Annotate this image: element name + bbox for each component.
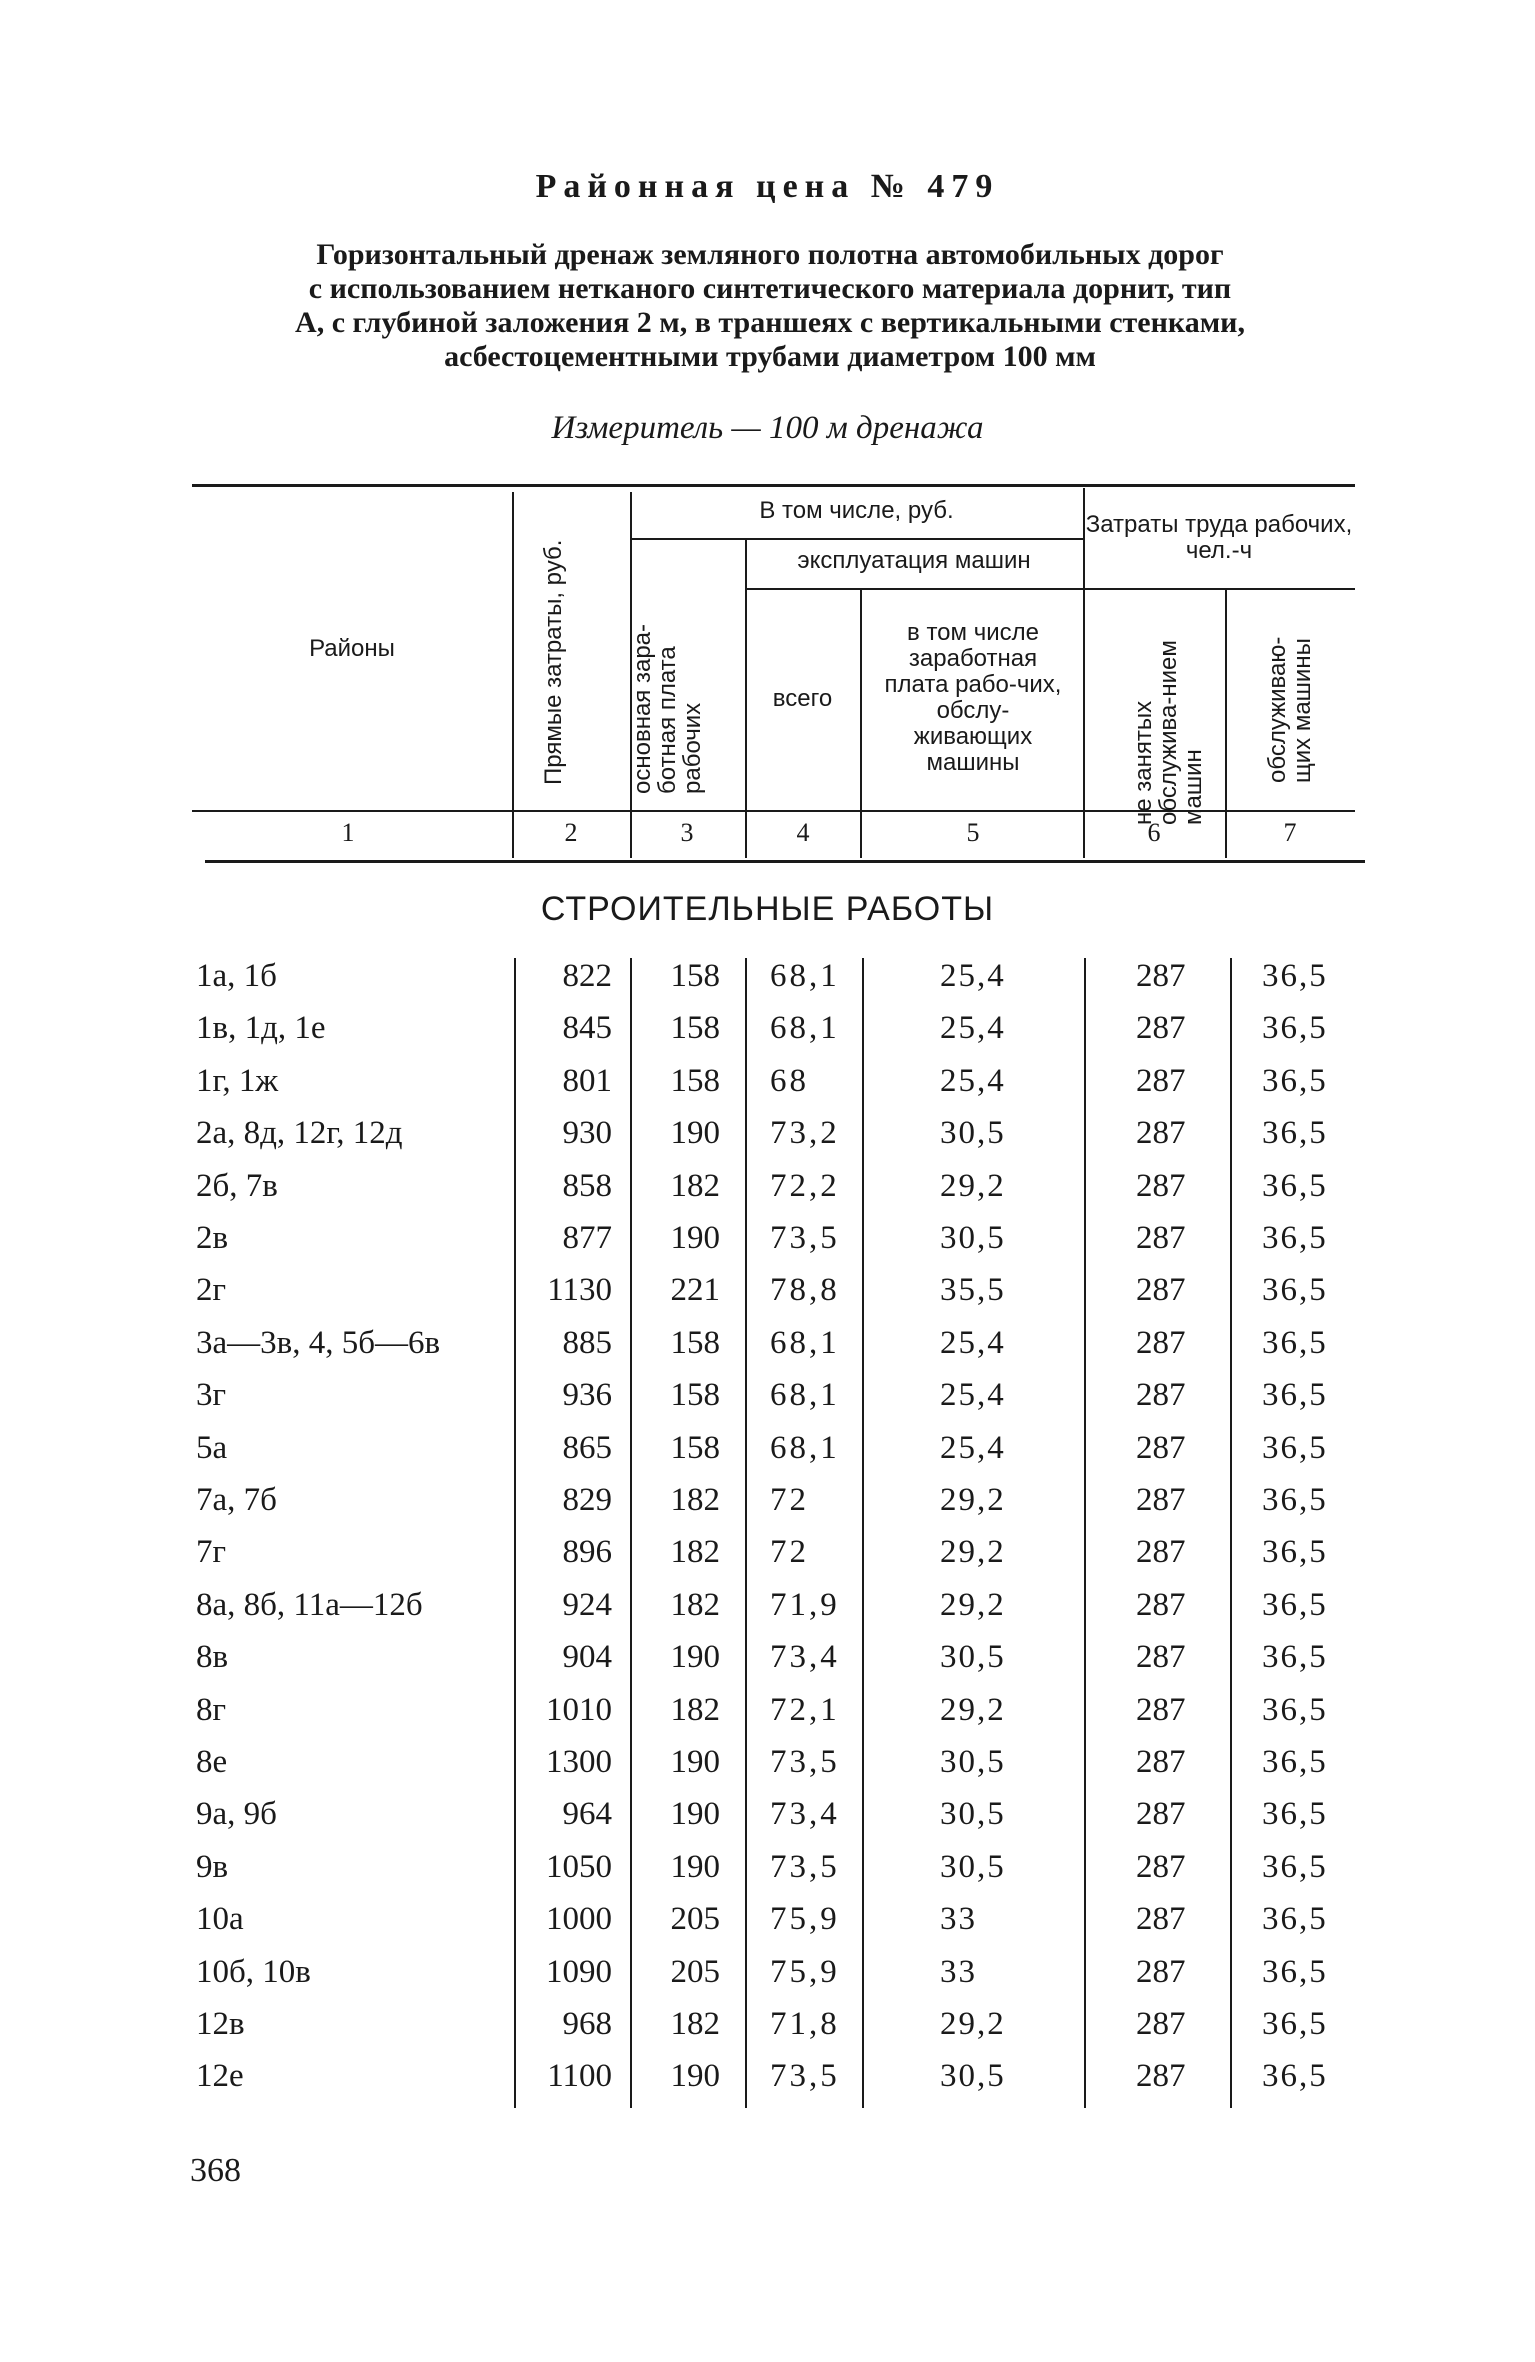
description (190, 238, 1350, 374)
cell-machines-wage: 33 (940, 1954, 977, 1990)
cell-machines-wage: 35,5 (940, 1272, 1006, 1308)
cell-base-wage: 190 (670, 1115, 720, 1151)
header-labor: Затраты труда рабочих, чел.-ч (1085, 511, 1353, 564)
cell-machines-wage: 25,4 (940, 1430, 1006, 1466)
table-row (0, 1587, 1535, 1639)
cell-machines-wage: 25,4 (940, 1063, 1006, 1099)
cell-labor-machine: 36,5 (1262, 1115, 1328, 1151)
table-row (0, 1377, 1535, 1429)
cell-labor-not-machine: 287 (1136, 1063, 1186, 1099)
cell-region: 1в, 1д, 1е (196, 1010, 326, 1046)
cell-base-wage: 190 (670, 1220, 720, 1256)
cell-region: 5а (196, 1430, 228, 1466)
cell-region: 8а, 8б, 11а—12б (196, 1587, 423, 1623)
cell-labor-not-machine: 287 (1136, 1325, 1186, 1361)
header-machine-operation: эксплуатация машин (797, 547, 1031, 574)
column-number: 6 (1147, 818, 1161, 847)
table-row (0, 1954, 1535, 2006)
cell-labor-not-machine: 287 (1136, 1954, 1186, 1990)
cell-direct-costs: 1130 (547, 1272, 612, 1308)
cell-machines-wage: 29,2 (940, 2006, 1006, 2042)
table-row (0, 1063, 1535, 1115)
cell-region: 10б, 10в (196, 1954, 311, 1990)
cell-direct-costs: 877 (562, 1220, 612, 1256)
cell-labor-not-machine: 287 (1136, 1901, 1186, 1937)
cell-machines-wage: 29,2 (940, 1692, 1006, 1728)
colnum-bottom-rule (205, 860, 1365, 863)
cell-region: 9в (196, 1849, 229, 1885)
cell-base-wage: 190 (670, 1849, 720, 1885)
table-row (0, 1220, 1535, 1272)
cell-region: 9а, 9б (196, 1796, 277, 1832)
cell-direct-costs: 904 (562, 1639, 612, 1675)
cell-labor-not-machine: 287 (1136, 1849, 1186, 1885)
cell-machines-wage: 29,2 (940, 1482, 1006, 1518)
table-row (0, 958, 1535, 1010)
column-number: 1 (341, 818, 355, 847)
cell-base-wage: 182 (670, 2006, 720, 2042)
cell-labor-not-machine: 287 (1136, 1272, 1186, 1308)
cell-machines-wage: 29,2 (940, 1587, 1006, 1623)
cell-base-wage: 182 (670, 1534, 720, 1570)
cell-machines-total: 68,1 (770, 1010, 840, 1046)
cell-direct-costs: 829 (562, 1482, 612, 1518)
cell-base-wage: 190 (670, 1639, 720, 1675)
cell-region: 10а (196, 1901, 244, 1937)
cell-labor-machine: 36,5 (1262, 2006, 1328, 2042)
header-divider (1225, 590, 1227, 858)
table-row (0, 1325, 1535, 1377)
cell-base-wage: 158 (670, 1430, 720, 1466)
cell-labor-not-machine: 287 (1136, 1796, 1186, 1832)
cell-labor-machine: 36,5 (1262, 1377, 1328, 1413)
table-row (0, 1115, 1535, 1167)
cell-machines-wage: 30,5 (940, 1849, 1006, 1885)
cell-base-wage: 182 (670, 1587, 720, 1623)
header-not-machine: не занятых обслужива-нием машин (1130, 640, 1207, 825)
cell-direct-costs: 1000 (546, 1901, 612, 1937)
cell-machines-total: 72,1 (770, 1692, 840, 1728)
header-rule-machines (745, 588, 1083, 590)
cell-machines-wage: 29,2 (940, 1168, 1006, 1204)
table-row (0, 2058, 1535, 2110)
cell-region: 3а—3в, 4, 5б—6в (196, 1325, 441, 1361)
cell-machines-total: 73,5 (770, 1744, 840, 1780)
column-number: 7 (1283, 818, 1297, 847)
cell-base-wage: 205 (670, 1901, 720, 1937)
cell-base-wage: 190 (670, 1796, 720, 1832)
cell-machines-wage: 25,4 (940, 1377, 1006, 1413)
page-title: Районная цена № 479 (535, 168, 1000, 205)
table-row (0, 1744, 1535, 1796)
cell-labor-not-machine: 287 (1136, 958, 1186, 994)
table-row (0, 1482, 1535, 1534)
cell-labor-machine: 36,5 (1262, 1796, 1328, 1832)
cell-labor-not-machine: 287 (1136, 1587, 1186, 1623)
cell-labor-machine: 36,5 (1262, 1272, 1328, 1308)
cell-labor-not-machine: 287 (1136, 1534, 1186, 1570)
cell-direct-costs: 930 (562, 1115, 612, 1151)
cell-machines-wage: 25,4 (940, 1325, 1006, 1361)
header-base-wage: основная зара-ботная плата рабочих (629, 623, 706, 794)
cell-direct-costs: 1010 (546, 1692, 612, 1728)
cell-labor-machine: 36,5 (1262, 1901, 1328, 1937)
cell-region: 2в (196, 1220, 229, 1256)
cell-region: 2а, 8д, 12г, 12д (196, 1115, 403, 1151)
table-row (0, 1272, 1535, 1324)
cell-machines-wage: 29,2 (940, 1534, 1006, 1570)
cell-base-wage: 205 (670, 1954, 720, 1990)
cell-labor-not-machine: 287 (1136, 1430, 1186, 1466)
cell-base-wage: 182 (670, 1168, 720, 1204)
cell-direct-costs: 964 (562, 1796, 612, 1832)
cell-machines-total: 73,5 (770, 1849, 840, 1885)
description-line: асбестоцементными трубами диаметром 100 мм (444, 340, 1096, 373)
cell-machines-total: 75,9 (770, 1954, 840, 1990)
cell-machines-wage: 25,4 (940, 1010, 1006, 1046)
cell-labor-not-machine: 287 (1136, 1220, 1186, 1256)
cell-machines-wage: 30,5 (940, 1744, 1006, 1780)
cell-base-wage: 158 (670, 1325, 720, 1361)
cell-machines-wage: 30,5 (940, 1639, 1006, 1675)
description-line: А, с глубиной заложения 2 м, в траншеях с вертикальными стенками, (295, 306, 1245, 339)
cell-direct-costs: 924 (562, 1587, 612, 1623)
cell-labor-machine: 36,5 (1262, 1744, 1328, 1780)
cell-labor-not-machine: 287 (1136, 1482, 1186, 1518)
cell-labor-not-machine: 287 (1136, 2058, 1186, 2094)
cell-direct-costs: 1300 (546, 1744, 612, 1780)
cell-region: 7а, 7б (196, 1482, 277, 1518)
cell-labor-not-machine: 287 (1136, 1115, 1186, 1151)
cell-direct-costs: 801 (562, 1063, 612, 1099)
cell-machines-total: 73,4 (770, 1639, 840, 1675)
cell-labor-not-machine: 287 (1136, 1639, 1186, 1675)
table-row (0, 1796, 1535, 1848)
cell-machines-total: 73,5 (770, 1220, 840, 1256)
cell-labor-machine: 36,5 (1262, 1849, 1328, 1885)
table-row (0, 1901, 1535, 1953)
cell-labor-machine: 36,5 (1262, 1325, 1328, 1361)
cell-machines-total: 68,1 (770, 1377, 840, 1413)
cell-machines-total: 73,5 (770, 2058, 840, 2094)
cell-labor-machine: 36,5 (1262, 1430, 1328, 1466)
header-regions: Районы (309, 635, 395, 662)
column-number: 2 (564, 818, 578, 847)
cell-labor-not-machine: 287 (1136, 1377, 1186, 1413)
cell-region: 3г (196, 1377, 227, 1413)
cell-machines-wage: 33 (940, 1901, 977, 1937)
cell-direct-costs: 845 (562, 1010, 612, 1046)
cell-base-wage: 190 (670, 1744, 720, 1780)
cell-machines-total: 73,2 (770, 1115, 840, 1151)
cell-labor-machine: 36,5 (1262, 1063, 1328, 1099)
cell-machines-total: 71,8 (770, 2006, 840, 2042)
table-row (0, 1168, 1535, 1220)
cell-labor-machine: 36,5 (1262, 1168, 1328, 1204)
cell-machines-total: 75,9 (770, 1901, 840, 1937)
cell-labor-machine: 36,5 (1262, 1587, 1328, 1623)
column-number: 3 (680, 818, 694, 847)
cell-machines-total: 71,9 (770, 1587, 840, 1623)
cell-machines-total: 78,8 (770, 1272, 840, 1308)
cell-direct-costs: 936 (562, 1377, 612, 1413)
cell-direct-costs: 858 (562, 1168, 612, 1204)
cell-direct-costs: 1050 (546, 1849, 612, 1885)
cell-machines-total: 72,2 (770, 1168, 840, 1204)
table-row (0, 2006, 1535, 2058)
header-including: В том числе, руб. (759, 497, 954, 524)
cell-direct-costs: 1090 (546, 1954, 612, 1990)
cell-machines-wage: 30,5 (940, 1796, 1006, 1832)
cell-labor-machine: 36,5 (1262, 1639, 1328, 1675)
cell-labor-not-machine: 287 (1136, 1692, 1186, 1728)
header-top-rule (192, 484, 1355, 487)
cell-labor-machine: 36,5 (1262, 1534, 1328, 1570)
header-machine: обслуживаю-щих машины (1264, 636, 1316, 783)
cell-direct-costs: 822 (562, 958, 612, 994)
section-title: СТРОИТЕЛЬНЫЕ РАБОТЫ (540, 890, 995, 928)
page-number: 368 (190, 2152, 241, 2189)
cell-labor-machine: 36,5 (1262, 2058, 1328, 2094)
header-rule-including (630, 538, 1083, 540)
cell-base-wage: 158 (670, 1377, 720, 1413)
cell-machines-total: 68,1 (770, 1325, 840, 1361)
cell-labor-not-machine: 287 (1136, 1168, 1186, 1204)
table-row (0, 1692, 1535, 1744)
cell-machines-total: 73,4 (770, 1796, 840, 1832)
cell-region: 2г (196, 1272, 227, 1308)
cell-base-wage: 221 (670, 1272, 720, 1308)
table-row (0, 1534, 1535, 1586)
header-total: всего (772, 685, 833, 712)
cell-region: 8г (196, 1692, 227, 1728)
header-rule-labor (1083, 588, 1355, 590)
header-divider (512, 492, 514, 858)
cell-labor-machine: 36,5 (1262, 958, 1328, 994)
header-divider (860, 590, 862, 858)
cell-direct-costs: 968 (562, 2006, 612, 2042)
cell-labor-not-machine: 287 (1136, 1010, 1186, 1046)
cell-base-wage: 158 (670, 1010, 720, 1046)
header-incl-wage: в том числе заработная плата рабо-чих, обслу-живающих машины (884, 619, 1062, 776)
cell-region: 12в (196, 2006, 245, 2042)
cell-region: 1г, 1ж (196, 1063, 279, 1099)
cell-region: 12е (196, 2058, 244, 2094)
description-line: Горизонтальный дренаж земляного полотна автомобильных дорог (316, 238, 1224, 271)
cell-direct-costs: 885 (562, 1325, 612, 1361)
cell-direct-costs: 1100 (547, 2058, 612, 2094)
description-line: с использованием нетканого синтетического материала дорнит, тип (308, 272, 1232, 305)
cell-labor-not-machine: 287 (1136, 2006, 1186, 2042)
cell-base-wage: 190 (670, 2058, 720, 2094)
cell-region: 8е (196, 1744, 228, 1780)
table-row (0, 1849, 1535, 1901)
cell-region: 7г (196, 1534, 227, 1570)
cell-base-wage: 158 (670, 958, 720, 994)
table-row (0, 1010, 1535, 1062)
table-row (0, 1430, 1535, 1482)
cell-direct-costs: 896 (562, 1534, 612, 1570)
cell-machines-wage: 30,5 (940, 1115, 1006, 1151)
cell-base-wage: 158 (670, 1063, 720, 1099)
measure-unit: Измеритель — 100 м дренажа (551, 410, 984, 446)
cell-labor-machine: 36,5 (1262, 1010, 1328, 1046)
header-direct-costs: Прямые затраты, руб. (540, 539, 567, 785)
column-number: 4 (796, 818, 810, 847)
cell-machines-wage: 30,5 (940, 2058, 1006, 2094)
cell-labor-not-machine: 287 (1136, 1744, 1186, 1780)
cell-machines-total: 72 (770, 1482, 809, 1518)
cell-region: 1а, 1б (196, 958, 277, 994)
cell-labor-machine: 36,5 (1262, 1220, 1328, 1256)
cell-direct-costs: 865 (562, 1430, 612, 1466)
cell-base-wage: 182 (670, 1482, 720, 1518)
column-number: 5 (966, 818, 980, 847)
cell-machines-total: 68,1 (770, 958, 840, 994)
cell-labor-machine: 36,5 (1262, 1954, 1328, 1990)
cell-machines-total: 68 (770, 1063, 809, 1099)
cell-base-wage: 182 (670, 1692, 720, 1728)
cell-machines-total: 68,1 (770, 1430, 840, 1466)
cell-machines-wage: 30,5 (940, 1220, 1006, 1256)
cell-region: 8в (196, 1639, 229, 1675)
cell-labor-machine: 36,5 (1262, 1482, 1328, 1518)
table-row (0, 1639, 1535, 1691)
cell-machines-wage: 25,4 (940, 958, 1006, 994)
cell-region: 2б, 7в (196, 1168, 278, 1204)
cell-labor-machine: 36,5 (1262, 1692, 1328, 1728)
cell-machines-total: 72 (770, 1534, 809, 1570)
